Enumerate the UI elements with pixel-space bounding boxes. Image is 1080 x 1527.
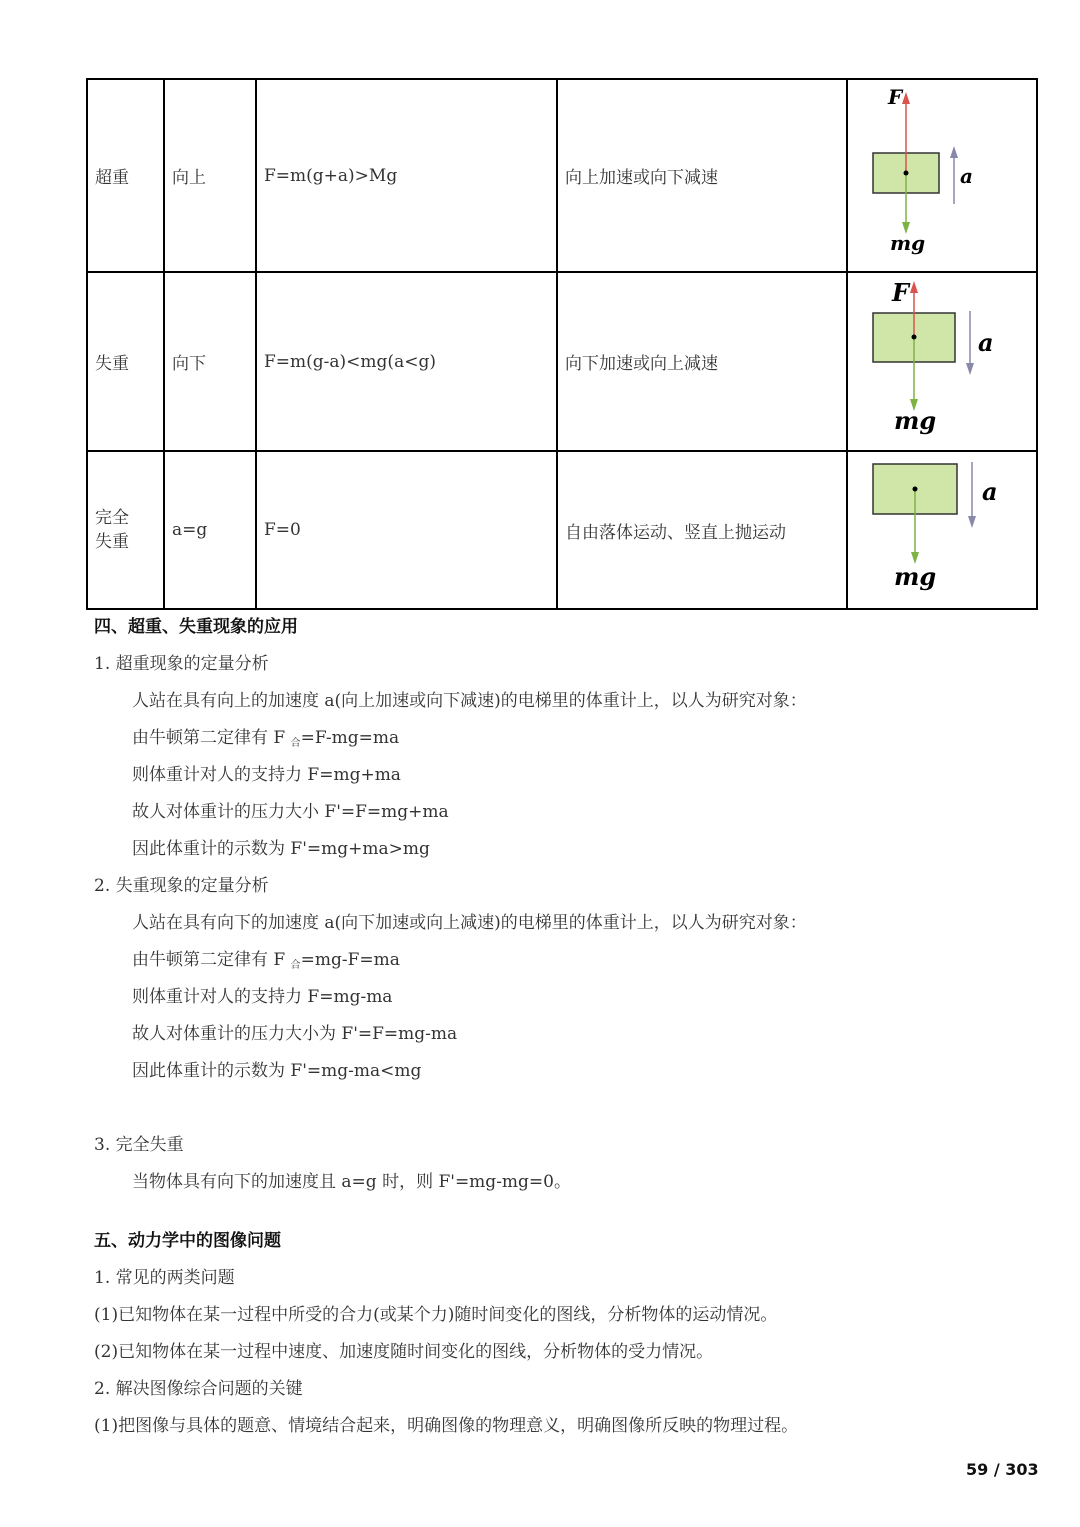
accel-cell: 向上 [164, 79, 256, 272]
paragraph-line: 由牛顿第二定律有 F $_合$=F-mg=ma [132, 728, 400, 749]
accel-cell: a=g [164, 451, 256, 609]
weight-label: mg [894, 562, 937, 591]
center-dot [913, 487, 918, 492]
center-dot [912, 335, 917, 340]
weightless-force-diagram [848, 452, 1038, 603]
table-row [87, 272, 1037, 451]
overweight-force-diagram [848, 80, 1038, 266]
paragraph-line: 故人对体重计的压力大小为 F'=F=mg-ma [132, 1024, 458, 1044]
subsection-title: 1. 常见的两类问题 [94, 1268, 235, 1288]
section-title: 四、超重、失重现象的应用 [94, 617, 298, 637]
accel-cell: 向下 [164, 272, 256, 451]
paragraph-line: 故人对体重计的压力大小 F'=F=mg+ma [132, 802, 449, 822]
center-dot [904, 171, 909, 176]
paragraph-line: 当物体具有向下的加速度且 a=g 时，则 F'=mg-mg=0。 [132, 1172, 571, 1192]
table-row [87, 79, 1037, 272]
formula-cell: F=0 [256, 451, 557, 609]
state-text: 完全失重 [95, 508, 129, 552]
paragraph-line: (1)把图像与具体的题意、情境结合起来，明确图像的物理意义，明确图像所反映的物理过程。 [94, 1416, 799, 1436]
motion-cell: 向上加速或向下减速 [557, 79, 847, 272]
state-cell: 失重 [87, 272, 164, 451]
paragraph-line: 因此体重计的示数为 F'=mg-ma<mg [132, 1061, 422, 1081]
formula-cell: F=m(g+a)>Mg [256, 79, 557, 272]
force-diagram-cell [847, 451, 1037, 609]
paragraph-line: (1)已知物体在某一过程中所受的合力(或某个力)随时间变化的图线，分析物体的运动情况。 [94, 1305, 778, 1325]
state-cell: 超重 [87, 79, 164, 272]
accel-label: a [960, 164, 973, 188]
force-label: F [892, 278, 910, 307]
weight-label: mg [894, 406, 937, 435]
paragraph-line: 因此体重计的示数为 F'=mg+ma>mg [132, 839, 430, 859]
subsection-title: 2. 失重现象的定量分析 [94, 876, 269, 896]
weight-state-table [86, 78, 1038, 610]
subsection-title: 1. 超重现象的定量分析 [94, 654, 269, 674]
section-title: 五、动力学中的图像问题 [94, 1231, 281, 1251]
force-diagram-cell [847, 79, 1037, 272]
state-cell [87, 451, 164, 609]
formula-cell: F=m(g-a)<mg(a<g) [256, 272, 557, 451]
paragraph-line: 人站在具有向下的加速度 a(向下加速或向上减速)的电梯里的体重计上，以人为研究对象： [132, 913, 807, 933]
underweight-force-diagram [848, 273, 1038, 445]
paragraph-line: (2)已知物体在某一过程中速度、加速度随时间变化的图线，分析物体的受力情况。 [94, 1342, 714, 1362]
force-diagram-cell [847, 272, 1037, 451]
accel-label: a [982, 477, 998, 506]
page-number: 59 / 303 [966, 1460, 1039, 1479]
paragraph-line: 则体重计对人的支持力 F=mg-ma [132, 987, 393, 1007]
subsection-title: 3. 完全失重 [94, 1135, 184, 1155]
weight-label: mg [890, 231, 926, 255]
paragraph-line: 人站在具有向上的加速度 a(向上加速或向下减速)的电梯里的体重计上，以人为研究对象： [132, 691, 807, 711]
subsection-title: 2. 解决图像综合问题的关键 [94, 1379, 303, 1399]
table-row [87, 451, 1037, 609]
force-label: F [888, 85, 903, 109]
motion-cell: 自由落体运动、竖直上抛运动 [557, 451, 847, 609]
paragraph-line: 则体重计对人的支持力 F=mg+ma [132, 765, 401, 785]
motion-cell: 向下加速或向上减速 [557, 272, 847, 451]
paragraph-line: 由牛顿第二定律有 F $_合$=mg-F=ma [132, 950, 400, 971]
accel-label: a [978, 328, 994, 357]
